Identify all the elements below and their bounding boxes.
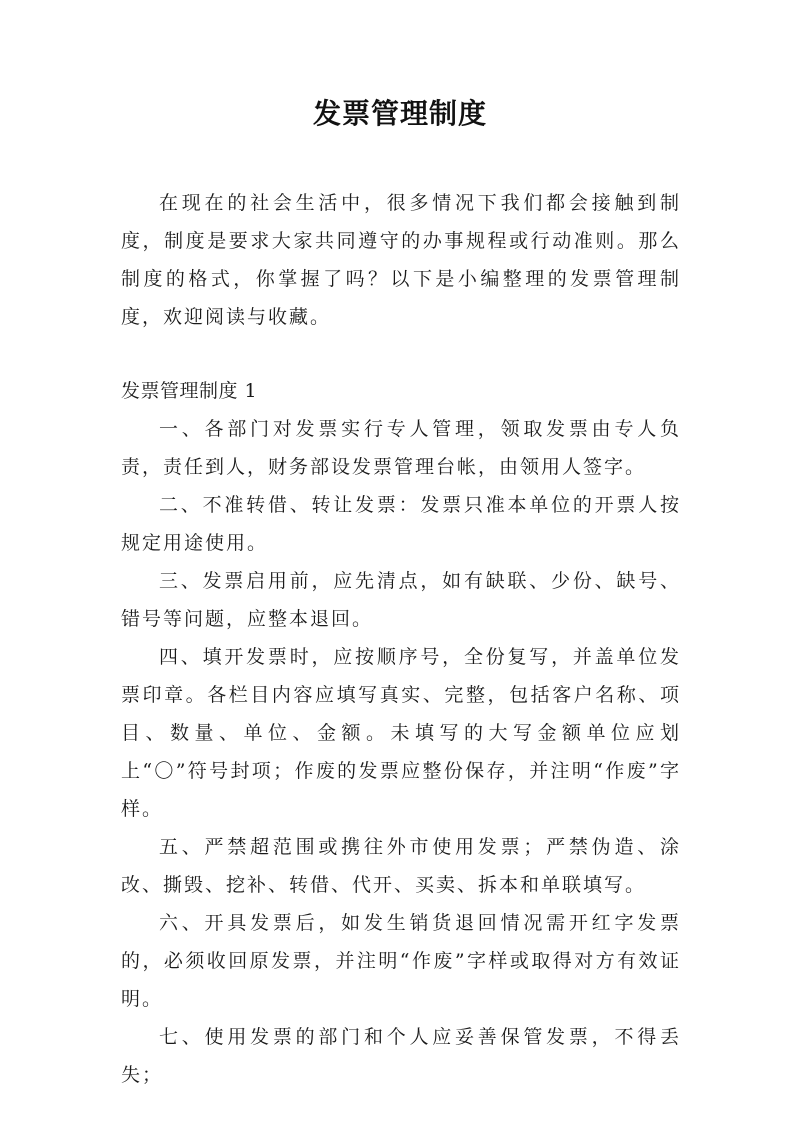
document-body <box>121 184 681 1094</box>
rule-item-7: 七、使用发票的部门和个人应妥善保管发票，不得丢失； <box>121 1026 681 1086</box>
section-heading: 发票管理制度 1 <box>121 380 258 402</box>
rule-item-4: 四、填开发票时，应按顺序号，全份复写，并盖单位发票印章。各栏目内容应填写真实、完整，包括客户名称、项目、数量、单位、金额。未填写的大写金额单位应划上“〇”符号封项；作废的发票应整份保存，并注明“作废”字样。 <box>121 646 681 820</box>
rule-item-6: 六、开具发票后，如发生销货退回情况需开红字发票的，必须收回原发票，并注明“作废”字样或取得对方有效证明。 <box>121 912 681 1010</box>
rule-item-2: 二、不准转借、转让发票：发票只准本单位的开票人按规定用途使用。 <box>121 494 681 554</box>
page-title: 发票管理制度 <box>312 97 487 130</box>
intro-paragraph: 在现在的社会生活中，很多情况下我们都会接触到制度，制度是要求大家共同遵守的办事规程或行动准则。那么制度的格式，你掌握了吗？以下是小编整理的发票管理制度，欢迎阅读与收藏。 <box>121 192 681 328</box>
rule-item-1: 一、各部门对发票实行专人管理，领取发票由专人负责，责任到人，财务部设发票管理台帐，由领用人签字。 <box>121 418 681 478</box>
rule-item-3: 三、发票启用前，应先清点，如有缺联、少份、缺号、错号等问题，应整本退回。 <box>121 570 681 630</box>
rule-item-5: 五、严禁超范围或携往外市使用发票；严禁伪造、涂改、撕毁、挖补、转借、代开、买卖、拆本和单联填写。 <box>121 836 681 896</box>
